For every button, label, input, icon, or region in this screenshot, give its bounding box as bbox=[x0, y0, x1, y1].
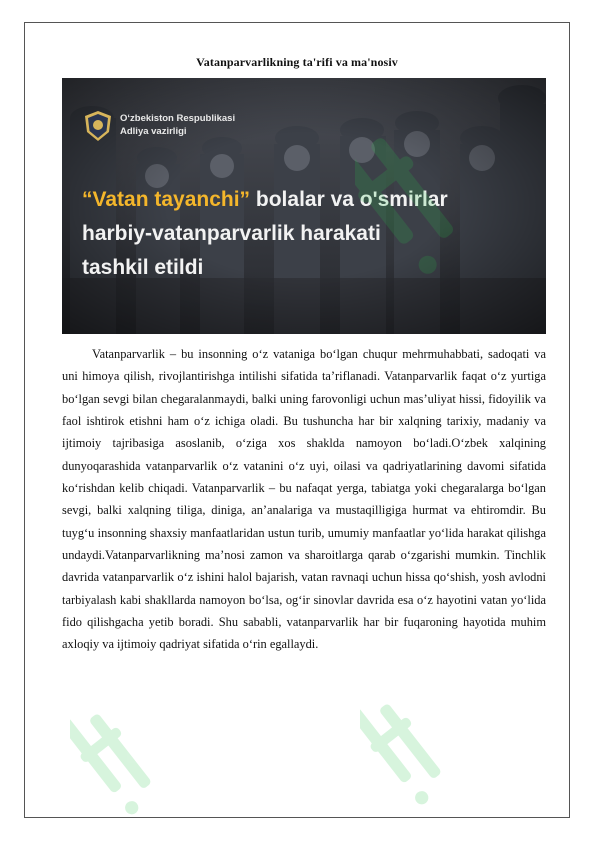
headline-highlight: “Vatan tayanchi” bbox=[82, 188, 251, 211]
headline-line-3: tashkil etildi bbox=[82, 256, 204, 279]
banner-headline bbox=[82, 183, 542, 285]
ministry-line-2: Adliya vazirligi bbox=[120, 126, 187, 137]
ministry-line-1: O‘zbekiston Respublikasi bbox=[120, 113, 236, 124]
body-paragraph: Vatanparvarlik – bu insonning o‘z vataniga bo‘lgan chuqur mehrmuhabbati, sadoqati va uni himoya qilish, rivojlantirishga intilishi sifatida ta’riflanadi. Vatanparvarlik faqat o‘z yurtiga bo‘lgan sevgi bilan chegaralanmaydi, balki uning farovonligi uchun mas’uliyat hissi, fidoyilik va faol ishtirok etishni ham o‘z ichiga oladi. Bu tushuncha har bir xalqning tarixiy, madaniy va ijtimoiy tajribasiga asoslanib, o‘ziga xos shaklda namoyon bo‘ladi.O‘zbek xalqining dunyoqarashida vatanparvarlik o‘z vatanini o‘z uyi, oilasi va qadriyatlarining davomi sifatida ko‘rishdan kelib chiqadi. Vatanparvarlik – bu nafaqat yerga, tabiatga yoki chegaralarga bo‘lgan sevgi, balki xalqning tiliga, diniga, an’analariga va mustaqilligiga hurmat va ehtiromdir. Bu tuyg‘u insonning shaxsiy manfaatlaridan ustun turib, umumiy manfaatlar yo‘lida harakat qilishga undaydi.Vatanparvarlikning ma’nosi zamon va sharoitlarga qarab o‘zgarishi mumkin. Tinchlik davrida vatanparvarlik o‘z ishini halol bajarish, vatan ravnaqi uchun hissa qo‘shish, yosh avlodni tarbiyalash kabi shakllarda namoyon bo‘lsa, og‘ir sinovlar davrida esa o‘z hayotini vatan yo‘lida fido qilishgacha yetib boradi. Shu sababli, vatanparvarlik har bir fuqaroning hayotida muhim axloqiy va ijtimoiy qadriyat sifatida o‘rin egallaydi. bbox=[62, 347, 546, 652]
headline-line-2: harbiy-vatanparvarlik harakati bbox=[82, 222, 381, 245]
ministry-emblem-icon bbox=[84, 110, 112, 142]
ministry-name bbox=[120, 112, 235, 138]
headline-rest: bolalar va o'smirlar bbox=[250, 188, 448, 211]
document-title: Vatanparvarlikning ta'rifi va ma'nosiv bbox=[196, 55, 398, 69]
